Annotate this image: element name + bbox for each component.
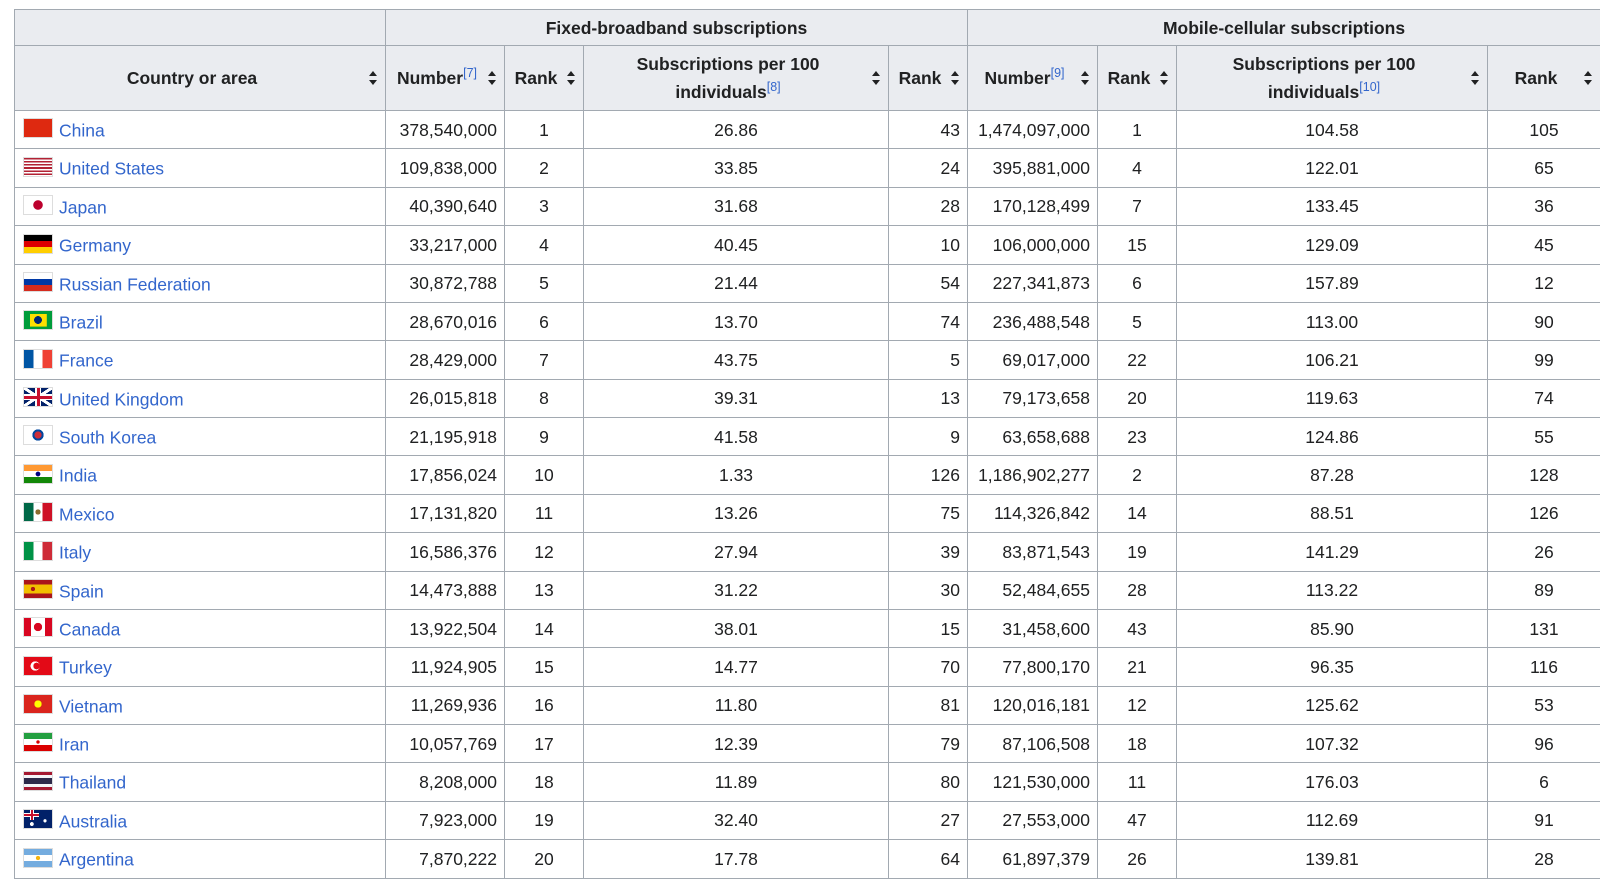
col-header-country[interactable] [15,46,386,111]
mobile-per100-cell: 112.69 [1177,801,1488,839]
mobile-per100-rank-cell: 90 [1488,302,1600,340]
country-cell [15,725,386,763]
fixed-per100-rank-cell: 10 [889,226,968,264]
fixed-per100-rank-cell: 43 [889,111,968,149]
fixed-per100-rank-cell: 13 [889,379,968,417]
fixed-per100-rank-cell: 126 [889,456,968,494]
fixed-rank-cell: 20 [505,840,584,878]
country-cell [15,187,386,225]
sort-icon[interactable] [1081,71,1090,85]
country-cell [15,801,386,839]
fixed-rank-cell: 12 [505,533,584,571]
country-cell [15,264,386,302]
italy-flag-icon [23,541,53,561]
fixed-rank-cell: 2 [505,149,584,187]
table-row [15,418,1600,456]
country-cell [15,494,386,532]
fixed-per100-rank-cell: 80 [889,763,968,801]
mobile-per100-cell: 113.22 [1177,571,1488,609]
fixed-number-cell: 378,540,000 [386,111,505,149]
col-header-fixed-per100[interactable] [584,46,889,111]
mobile-rank-cell: 5 [1098,302,1177,340]
fixed-per100-rank-cell: 74 [889,302,968,340]
country-cell [15,379,386,417]
col-header-mobile-per100-rank-label: Rank [1515,64,1558,92]
mobile-number-cell: 63,658,688 [968,418,1098,456]
fixed-per100-rank-cell: 54 [889,264,968,302]
table-row [15,648,1600,686]
fixed-per100-cell: 41.58 [584,418,889,456]
japan-flag-icon [23,195,53,215]
country-cell [15,840,386,878]
fixed-per100-cell: 14.77 [584,648,889,686]
country-link[interactable]: Argentina [59,850,134,870]
fixed-rank-cell: 16 [505,686,584,724]
united-states-flag-icon [23,157,53,177]
subscriptions-table [14,9,1600,879]
country-link[interactable]: Russian Federation [59,274,211,294]
fixed-per100-cell: 27.94 [584,533,889,571]
mobile-number-cell: 69,017,000 [968,341,1098,379]
col-header-mobile-rank-label: Rank [1108,64,1151,92]
sort-icon[interactable] [1160,71,1169,85]
fixed-per100-rank-cell: 28 [889,187,968,225]
india-flag-icon [23,464,53,484]
table-row [15,149,1600,187]
mobile-rank-cell: 7 [1098,187,1177,225]
mobile-per100-cell: 87.28 [1177,456,1488,494]
col-header-fixed-number[interactable] [386,46,505,111]
fixed-per100-cell: 13.26 [584,494,889,532]
spain-flag-icon [23,579,53,599]
country-link[interactable]: Turkey [59,658,112,678]
fixed-per100-cell: 31.68 [584,187,889,225]
fixed-rank-cell: 1 [505,111,584,149]
fixed-per100-rank-cell: 24 [889,149,968,187]
fixed-rank-cell: 13 [505,571,584,609]
fixed-per100-rank-cell: 81 [889,686,968,724]
fixed-rank-cell: 19 [505,801,584,839]
country-link[interactable]: Spain [59,581,104,601]
mobile-number-cell: 87,106,508 [968,725,1098,763]
mobile-per100-cell: 157.89 [1177,264,1488,302]
mobile-per100-rank-cell: 45 [1488,226,1600,264]
mobile-number-cell: 83,871,543 [968,533,1098,571]
country-cell [15,533,386,571]
fixed-per100-cell: 40.45 [584,226,889,264]
fixed-per100-rank-cell: 5 [889,341,968,379]
fixed-broadband-group-header: Fixed-broadband subscriptions [386,10,968,46]
col-header-fixed-per100-rank[interactable] [889,46,968,111]
mobile-per100-rank-cell: 74 [1488,379,1600,417]
col-header-fixed-rank[interactable] [505,46,584,111]
table-row [15,725,1600,763]
mobile-number-cell: 236,488,548 [968,302,1098,340]
country-link[interactable]: United States [59,159,164,179]
germany-flag-icon [23,234,53,254]
mobile-per100-cell: 104.58 [1177,111,1488,149]
mobile-number-cell: 52,484,655 [968,571,1098,609]
mobile-per100-rank-cell: 91 [1488,801,1600,839]
fixed-per100-cell: 38.01 [584,609,889,647]
mobile-rank-cell: 47 [1098,801,1177,839]
reference-link[interactable]: [8] [767,80,781,94]
fixed-per100-cell: 1.33 [584,456,889,494]
mobile-per100-cell: 129.09 [1177,226,1488,264]
mobile-per100-rank-cell: 99 [1488,341,1600,379]
fixed-number-cell: 109,838,000 [386,149,505,187]
table-row [15,609,1600,647]
fixed-per100-cell: 33.85 [584,149,889,187]
south-korea-flag-icon [23,425,53,445]
france-flag-icon [23,349,53,369]
table-row [15,686,1600,724]
col-header-fixed-rank-label: Rank [515,64,558,92]
sort-icon[interactable] [1584,71,1593,85]
fixed-per100-rank-cell: 79 [889,725,968,763]
fixed-number-cell: 7,923,000 [386,801,505,839]
brazil-flag-icon [23,310,53,330]
vietnam-flag-icon [23,694,53,714]
fixed-rank-cell: 18 [505,763,584,801]
fixed-per100-rank-cell: 64 [889,840,968,878]
fixed-rank-cell: 14 [505,609,584,647]
mobile-number-cell: 1,186,902,277 [968,456,1098,494]
country-cell [15,648,386,686]
mobile-per100-rank-cell: 131 [1488,609,1600,647]
mobile-rank-cell: 14 [1098,494,1177,532]
country-link[interactable]: Canada [59,619,120,639]
mobile-rank-cell: 12 [1098,686,1177,724]
mobile-rank-cell: 21 [1098,648,1177,686]
mobile-number-cell: 79,173,658 [968,379,1098,417]
mobile-per100-cell: 176.03 [1177,763,1488,801]
country-link[interactable]: Brazil [59,312,103,332]
fixed-rank-cell: 8 [505,379,584,417]
mobile-per100-rank-cell: 36 [1488,187,1600,225]
sort-icon[interactable] [567,71,576,85]
table-row [15,763,1600,801]
fixed-per100-cell: 17.78 [584,840,889,878]
mobile-rank-cell: 19 [1098,533,1177,571]
col-header-fixed-per100-line1: Subscriptions per 100 [637,54,820,74]
russia-flag-icon [23,272,53,292]
mobile-rank-cell: 15 [1098,226,1177,264]
col-header-mobile-rank[interactable] [1098,46,1177,111]
fixed-per100-rank-cell: 30 [889,571,968,609]
mobile-per100-rank-cell: 28 [1488,840,1600,878]
col-header-mobile-per100-line1: Subscriptions per 100 [1233,54,1416,74]
fixed-rank-cell: 9 [505,418,584,456]
mobile-per100-cell: 139.81 [1177,840,1488,878]
fixed-number-cell: 10,057,769 [386,725,505,763]
fixed-number-cell: 26,015,818 [386,379,505,417]
mobile-rank-cell: 18 [1098,725,1177,763]
table-row [15,494,1600,532]
mobile-per100-cell: 96.35 [1177,648,1488,686]
mobile-per100-rank-cell: 126 [1488,494,1600,532]
country-cell [15,571,386,609]
fixed-rank-cell: 11 [505,494,584,532]
reference-link[interactable]: [7] [463,66,477,80]
country-cell [15,456,386,494]
mobile-per100-rank-cell: 105 [1488,111,1600,149]
col-header-fixed-number-label: Number [397,68,463,88]
mobile-cellular-group-header: Mobile-cellular subscriptions [968,10,1600,46]
mobile-number-cell: 106,000,000 [968,226,1098,264]
fixed-per100-rank-cell: 39 [889,533,968,571]
table-row [15,226,1600,264]
mobile-number-cell: 121,530,000 [968,763,1098,801]
col-header-mobile-number[interactable] [968,46,1098,111]
fixed-per100-cell: 32.40 [584,801,889,839]
mexico-flag-icon [23,502,53,522]
fixed-number-cell: 30,872,788 [386,264,505,302]
col-header-fixed-per100-line2: individuals [675,82,766,102]
fixed-per100-cell: 11.89 [584,763,889,801]
mobile-number-cell: 120,016,181 [968,686,1098,724]
table-body [15,111,1600,879]
mobile-rank-cell: 28 [1098,571,1177,609]
fixed-number-cell: 11,269,936 [386,686,505,724]
col-header-mobile-per100-line2: individuals [1268,82,1359,102]
mobile-number-cell: 31,458,600 [968,609,1098,647]
fixed-number-cell: 13,922,504 [386,609,505,647]
mobile-per100-cell: 124.86 [1177,418,1488,456]
fixed-per100-cell: 11.80 [584,686,889,724]
mobile-rank-cell: 20 [1098,379,1177,417]
mobile-per100-cell: 106.21 [1177,341,1488,379]
united-kingdom-flag-icon [23,387,53,407]
fixed-number-cell: 8,208,000 [386,763,505,801]
mobile-rank-cell: 1 [1098,111,1177,149]
col-header-mobile-per100-rank[interactable] [1488,46,1600,111]
country-link[interactable]: France [59,351,113,371]
mobile-per100-rank-cell: 116 [1488,648,1600,686]
fixed-rank-cell: 15 [505,648,584,686]
table-row [15,341,1600,379]
fixed-per100-rank-cell: 75 [889,494,968,532]
mobile-rank-cell: 23 [1098,418,1177,456]
col-header-fixed-per100-rank-label: Rank [899,64,942,92]
country-cell [15,609,386,647]
fixed-per100-rank-cell: 9 [889,418,968,456]
china-flag-icon [23,118,53,138]
fixed-number-cell: 11,924,905 [386,648,505,686]
fixed-rank-cell: 17 [505,725,584,763]
mobile-rank-cell: 22 [1098,341,1177,379]
fixed-number-cell: 28,429,000 [386,341,505,379]
country-link[interactable]: Japan [59,197,107,217]
table-row [15,456,1600,494]
fixed-rank-cell: 7 [505,341,584,379]
sort-icon[interactable] [951,71,960,85]
mobile-rank-cell: 26 [1098,840,1177,878]
mobile-per100-cell: 122.01 [1177,149,1488,187]
mobile-per100-cell: 107.32 [1177,725,1488,763]
table-row [15,379,1600,417]
country-link[interactable]: Thailand [59,773,126,793]
country-link[interactable]: Vietnam [59,696,123,716]
country-cell [15,763,386,801]
mobile-number-cell: 227,341,873 [968,264,1098,302]
table-row [15,111,1600,149]
mobile-per100-cell: 119.63 [1177,379,1488,417]
mobile-rank-cell: 11 [1098,763,1177,801]
mobile-number-cell: 77,800,170 [968,648,1098,686]
argentina-flag-icon [23,848,53,868]
fixed-per100-cell: 39.31 [584,379,889,417]
country-cell [15,686,386,724]
fixed-number-cell: 28,670,016 [386,302,505,340]
country-link[interactable]: Italy [59,543,91,563]
table-row [15,187,1600,225]
country-link[interactable]: United Kingdom [59,389,184,409]
country-link[interactable]: Germany [59,236,131,256]
fixed-number-cell: 17,856,024 [386,456,505,494]
mobile-per100-rank-cell: 55 [1488,418,1600,456]
country-link[interactable]: Iran [59,734,89,754]
mobile-number-cell: 395,881,000 [968,149,1098,187]
sort-icon[interactable] [872,71,881,85]
mobile-number-cell: 27,553,000 [968,801,1098,839]
fixed-per100-cell: 13.70 [584,302,889,340]
mobile-per100-rank-cell: 53 [1488,686,1600,724]
fixed-per100-rank-cell: 27 [889,801,968,839]
australia-flag-icon [23,809,53,829]
mobile-per100-rank-cell: 26 [1488,533,1600,571]
fixed-per100-cell: 26.86 [584,111,889,149]
country-link[interactable]: India [59,466,97,486]
fixed-number-cell: 21,195,918 [386,418,505,456]
sort-icon[interactable] [488,71,497,85]
fixed-per100-cell: 43.75 [584,341,889,379]
header-blank-cell [15,10,386,46]
country-cell [15,418,386,456]
col-header-mobile-per100[interactable] [1177,46,1488,111]
fixed-per100-cell: 21.44 [584,264,889,302]
reference-link[interactable]: [10] [1359,80,1380,94]
fixed-per100-cell: 31.22 [584,571,889,609]
fixed-rank-cell: 4 [505,226,584,264]
mobile-per100-rank-cell: 128 [1488,456,1600,494]
mobile-number-cell: 170,128,499 [968,187,1098,225]
fixed-number-cell: 7,870,222 [386,840,505,878]
mobile-number-cell: 1,474,097,000 [968,111,1098,149]
country-cell [15,302,386,340]
mobile-rank-cell: 6 [1098,264,1177,302]
country-link[interactable]: Mexico [59,504,114,524]
country-link[interactable]: Australia [59,811,127,831]
fixed-number-cell: 33,217,000 [386,226,505,264]
mobile-rank-cell: 43 [1098,609,1177,647]
mobile-number-cell: 114,326,842 [968,494,1098,532]
fixed-number-cell: 14,473,888 [386,571,505,609]
table-row [15,302,1600,340]
fixed-rank-cell: 5 [505,264,584,302]
fixed-number-cell: 40,390,640 [386,187,505,225]
mobile-per100-rank-cell: 89 [1488,571,1600,609]
fixed-rank-cell: 3 [505,187,584,225]
country-cell [15,226,386,264]
table-row [15,571,1600,609]
fixed-rank-cell: 6 [505,302,584,340]
col-header-mobile-number-label: Number [984,68,1050,88]
table-row [15,533,1600,571]
mobile-per100-cell: 141.29 [1177,533,1488,571]
sort-icon[interactable] [369,71,378,85]
mobile-per100-rank-cell: 12 [1488,264,1600,302]
sort-icon[interactable] [1471,71,1480,85]
mobile-per100-cell: 113.00 [1177,302,1488,340]
table-row [15,801,1600,839]
fixed-per100-rank-cell: 15 [889,609,968,647]
reference-link[interactable]: [9] [1051,66,1065,80]
fixed-rank-cell: 10 [505,456,584,494]
mobile-number-cell: 61,897,379 [968,840,1098,878]
mobile-per100-cell: 125.62 [1177,686,1488,724]
canada-flag-icon [23,617,53,637]
fixed-per100-cell: 12.39 [584,725,889,763]
country-cell [15,341,386,379]
country-cell [15,111,386,149]
thailand-flag-icon [23,771,53,791]
country-link[interactable]: China [59,120,105,140]
fixed-number-cell: 16,586,376 [386,533,505,571]
table-row [15,264,1600,302]
mobile-rank-cell: 4 [1098,149,1177,187]
fixed-per100-rank-cell: 70 [889,648,968,686]
mobile-per100-cell: 85.90 [1177,609,1488,647]
turkey-flag-icon [23,656,53,676]
country-link[interactable]: South Korea [59,427,156,447]
mobile-per100-rank-cell: 65 [1488,149,1600,187]
country-cell [15,149,386,187]
table-row [15,840,1600,878]
mobile-per100-cell: 133.45 [1177,187,1488,225]
mobile-per100-rank-cell: 96 [1488,725,1600,763]
iran-flag-icon [23,732,53,752]
mobile-per100-rank-cell: 6 [1488,763,1600,801]
mobile-rank-cell: 2 [1098,456,1177,494]
mobile-per100-cell: 88.51 [1177,494,1488,532]
fixed-number-cell: 17,131,820 [386,494,505,532]
col-header-country-label: Country or area [127,64,257,92]
